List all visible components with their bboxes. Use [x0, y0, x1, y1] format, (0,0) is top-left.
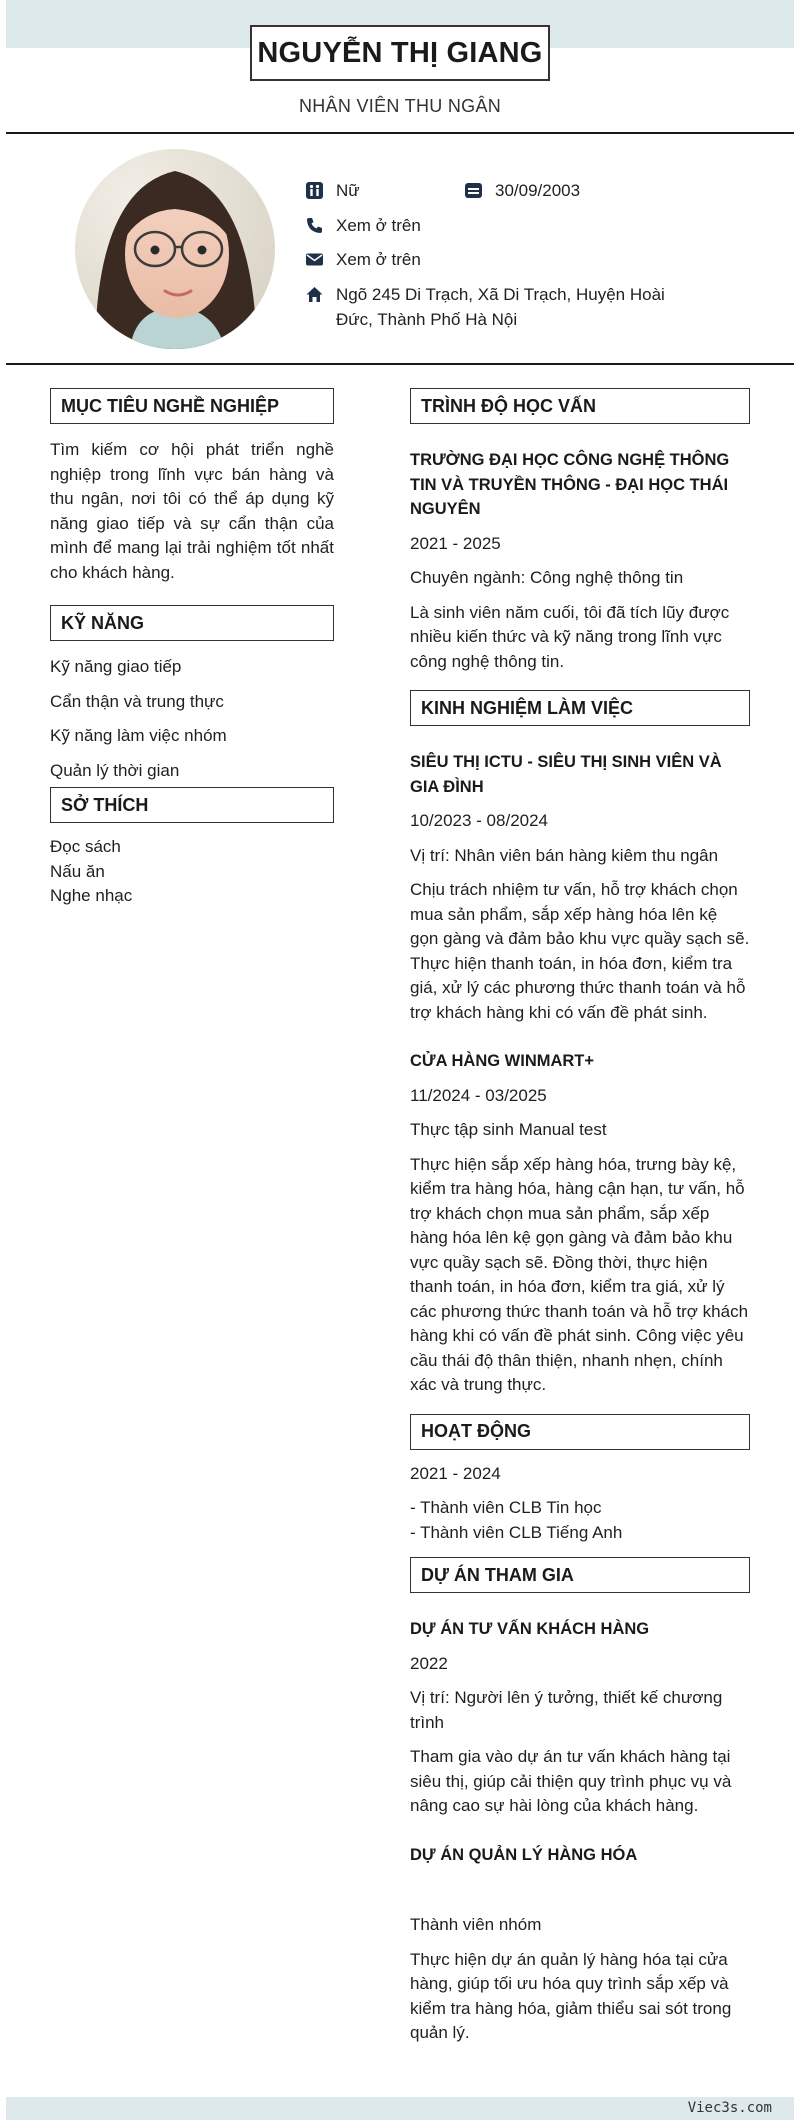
skill-item: Kỹ năng giao tiếp	[50, 657, 182, 676]
email-value: Xem ở trên	[336, 250, 421, 269]
skills-heading: KỸ NĂNG	[50, 605, 334, 641]
activity-item: - Thành viên CLB Tiếng Anh	[410, 1522, 623, 1542]
job-company: CỬA HÀNG WINMART+	[410, 1052, 595, 1070]
job-description: Thực hiện sắp xếp hàng hóa, trưng bày kệ, kiểm tra hàng hóa, hàng cận hạn, tư vấn, hỗ trợ khách chọn mua sản phẩm, sắp xếp hàng hóa lên kệ gọn gàng và đảm bảo khu vực quầy sạch sẽ. Đồng thời, thực hiện thanh toán, in hóa đơn, kiểm tra giá, xử lý các phương thức thanh toán và hỗ trợ khách hàng khi có vấn đề phát sinh. Công việc yêu cầu thái độ thân thiện, nhanh nhẹn, chính xác và trung thực.	[410, 1154, 749, 1394]
gender-icon	[306, 182, 323, 199]
gender-value: Nữ	[336, 181, 360, 200]
candidate-name: NGUYỄN THỊ GIANG	[250, 25, 550, 81]
school-name: TRƯỜNG ĐẠI HỌC CÔNG NGHỆ THÔNG TIN VÀ TRUYỀN THÔNG - ĐẠI HỌC THÁI NGUYÊN	[410, 451, 730, 518]
right-column	[410, 388, 750, 2046]
activities-list	[410, 1496, 750, 1545]
job-title: NHÂN VIÊN THU NGÂN	[298, 96, 502, 116]
projects-heading: DỰ ÁN THAM GIA	[410, 1557, 750, 1593]
header-divider	[6, 132, 794, 134]
education-heading: TRÌNH ĐỘ HỌC VẤN	[410, 388, 750, 424]
education-period: 2021 - 2025	[410, 533, 501, 553]
job-period: 10/2023 - 08/2024	[410, 811, 549, 830]
objective-text: Tìm kiếm cơ hội phát triển nghề nghiệp trong lĩnh vực bán hàng và thu ngân, nơi tôi có thể áp dụng kỹ năng giao tiếp và sự cẩn thận của mình để mang lại trải nghiệm tốt nhất cho khách hàng.	[50, 440, 334, 582]
calendar-icon	[465, 182, 482, 199]
skill-item: Quản lý thời gian	[50, 760, 180, 780]
project-year: 2022	[410, 1653, 448, 1673]
activities-heading: HOẠT ĐỘNG	[410, 1414, 750, 1450]
project-name: DỰ ÁN QUẢN LÝ HÀNG HÓA	[410, 1845, 638, 1864]
education-major: Chuyên ngành: Công nghệ thông tin	[410, 568, 684, 587]
hobbies-heading: SỞ THÍCH	[50, 787, 334, 823]
project-description: Thực hiện dự án quản lý hàng hóa tại cửa hàng, giúp tối ưu hóa quy trình sắp xếp và kiểm tra hàng hóa, giảm thiểu sai sót trong quản lý.	[410, 1949, 732, 2042]
project-description: Tham gia vào dự án tư vấn khách hàng tại siêu thị, giúp cải thiện quy trình phục vụ và nâng cao sự hài lòng của khách hàng.	[410, 1747, 732, 1815]
job-period: 11/2024 - 03/2025	[410, 1085, 547, 1105]
phone-icon	[306, 217, 323, 234]
project-name: DỰ ÁN TƯ VẤN KHÁCH HÀNG	[410, 1620, 650, 1638]
birthday-value: 30/09/2003	[495, 181, 581, 200]
skill-item: Cẩn thận và trung thực	[50, 691, 224, 711]
skill-item: Kỹ năng làm việc nhóm	[50, 726, 227, 745]
address-line-2: Đức, Thành Phố Hà Nội	[336, 310, 518, 329]
envelope-icon	[306, 251, 323, 268]
hobby-item: Nấu ăn	[50, 861, 105, 881]
education-description: Là sinh viên năm cuối, tôi đã tích lũy được nhiều kiến thức và kỹ năng trong lĩnh vực công nghệ thông tin.	[410, 602, 730, 671]
address-line-1: Ngõ 245 Di Trạch, Xã Di Trạch, Huyện Hoài	[336, 285, 665, 304]
experience-heading: KINH NGHIỆM LÀM VIỆC	[410, 690, 750, 726]
job-position: Vị trí: Nhân viên bán hàng kiêm thu ngân	[410, 845, 719, 865]
activities-period: 2021 - 2024	[410, 1463, 501, 1483]
skills-list	[50, 655, 334, 783]
avatar	[75, 149, 275, 349]
footer-band	[6, 2097, 794, 2120]
phone-value: Xem ở trên	[336, 216, 421, 235]
home-icon	[306, 286, 323, 303]
job-description: Chịu trách nhiệm tư vấn, hỗ trợ khách chọn mua sản phẩm, sắp xếp hàng hóa lên kệ gọn gàng và đảm bảo khu vực quầy sạch sẽ. Thực hiện thanh toán, in hóa đơn, kiểm tra giá, xử lý các phương thức thanh toán và hỗ trợ khách hàng khi có vấn đề phát sinh.	[410, 880, 750, 1022]
activity-item: - Thành viên CLB Tin học	[410, 1498, 602, 1517]
hobby-item: Đọc sách	[50, 837, 121, 856]
hobbies-list	[50, 835, 334, 909]
job-company: SIÊU THỊ ICTU - SIÊU THỊ SINH VIÊN VÀ GIA ĐÌNH	[410, 753, 722, 796]
job-position: Thực tập sinh Manual test	[410, 1120, 607, 1139]
watermark: Viec3s.com	[687, 2100, 772, 2116]
left-column	[50, 388, 334, 909]
contact-divider	[6, 363, 794, 365]
objective-heading: MỤC TIÊU NGHỀ NGHIỆP	[50, 388, 334, 424]
hobby-item: Nghe nhạc	[50, 886, 133, 905]
project-role: Vị trí: Người lên ý tưởng, thiết kế chương trình	[410, 1688, 723, 1732]
project-role: Thành viên nhóm	[410, 1915, 542, 1934]
